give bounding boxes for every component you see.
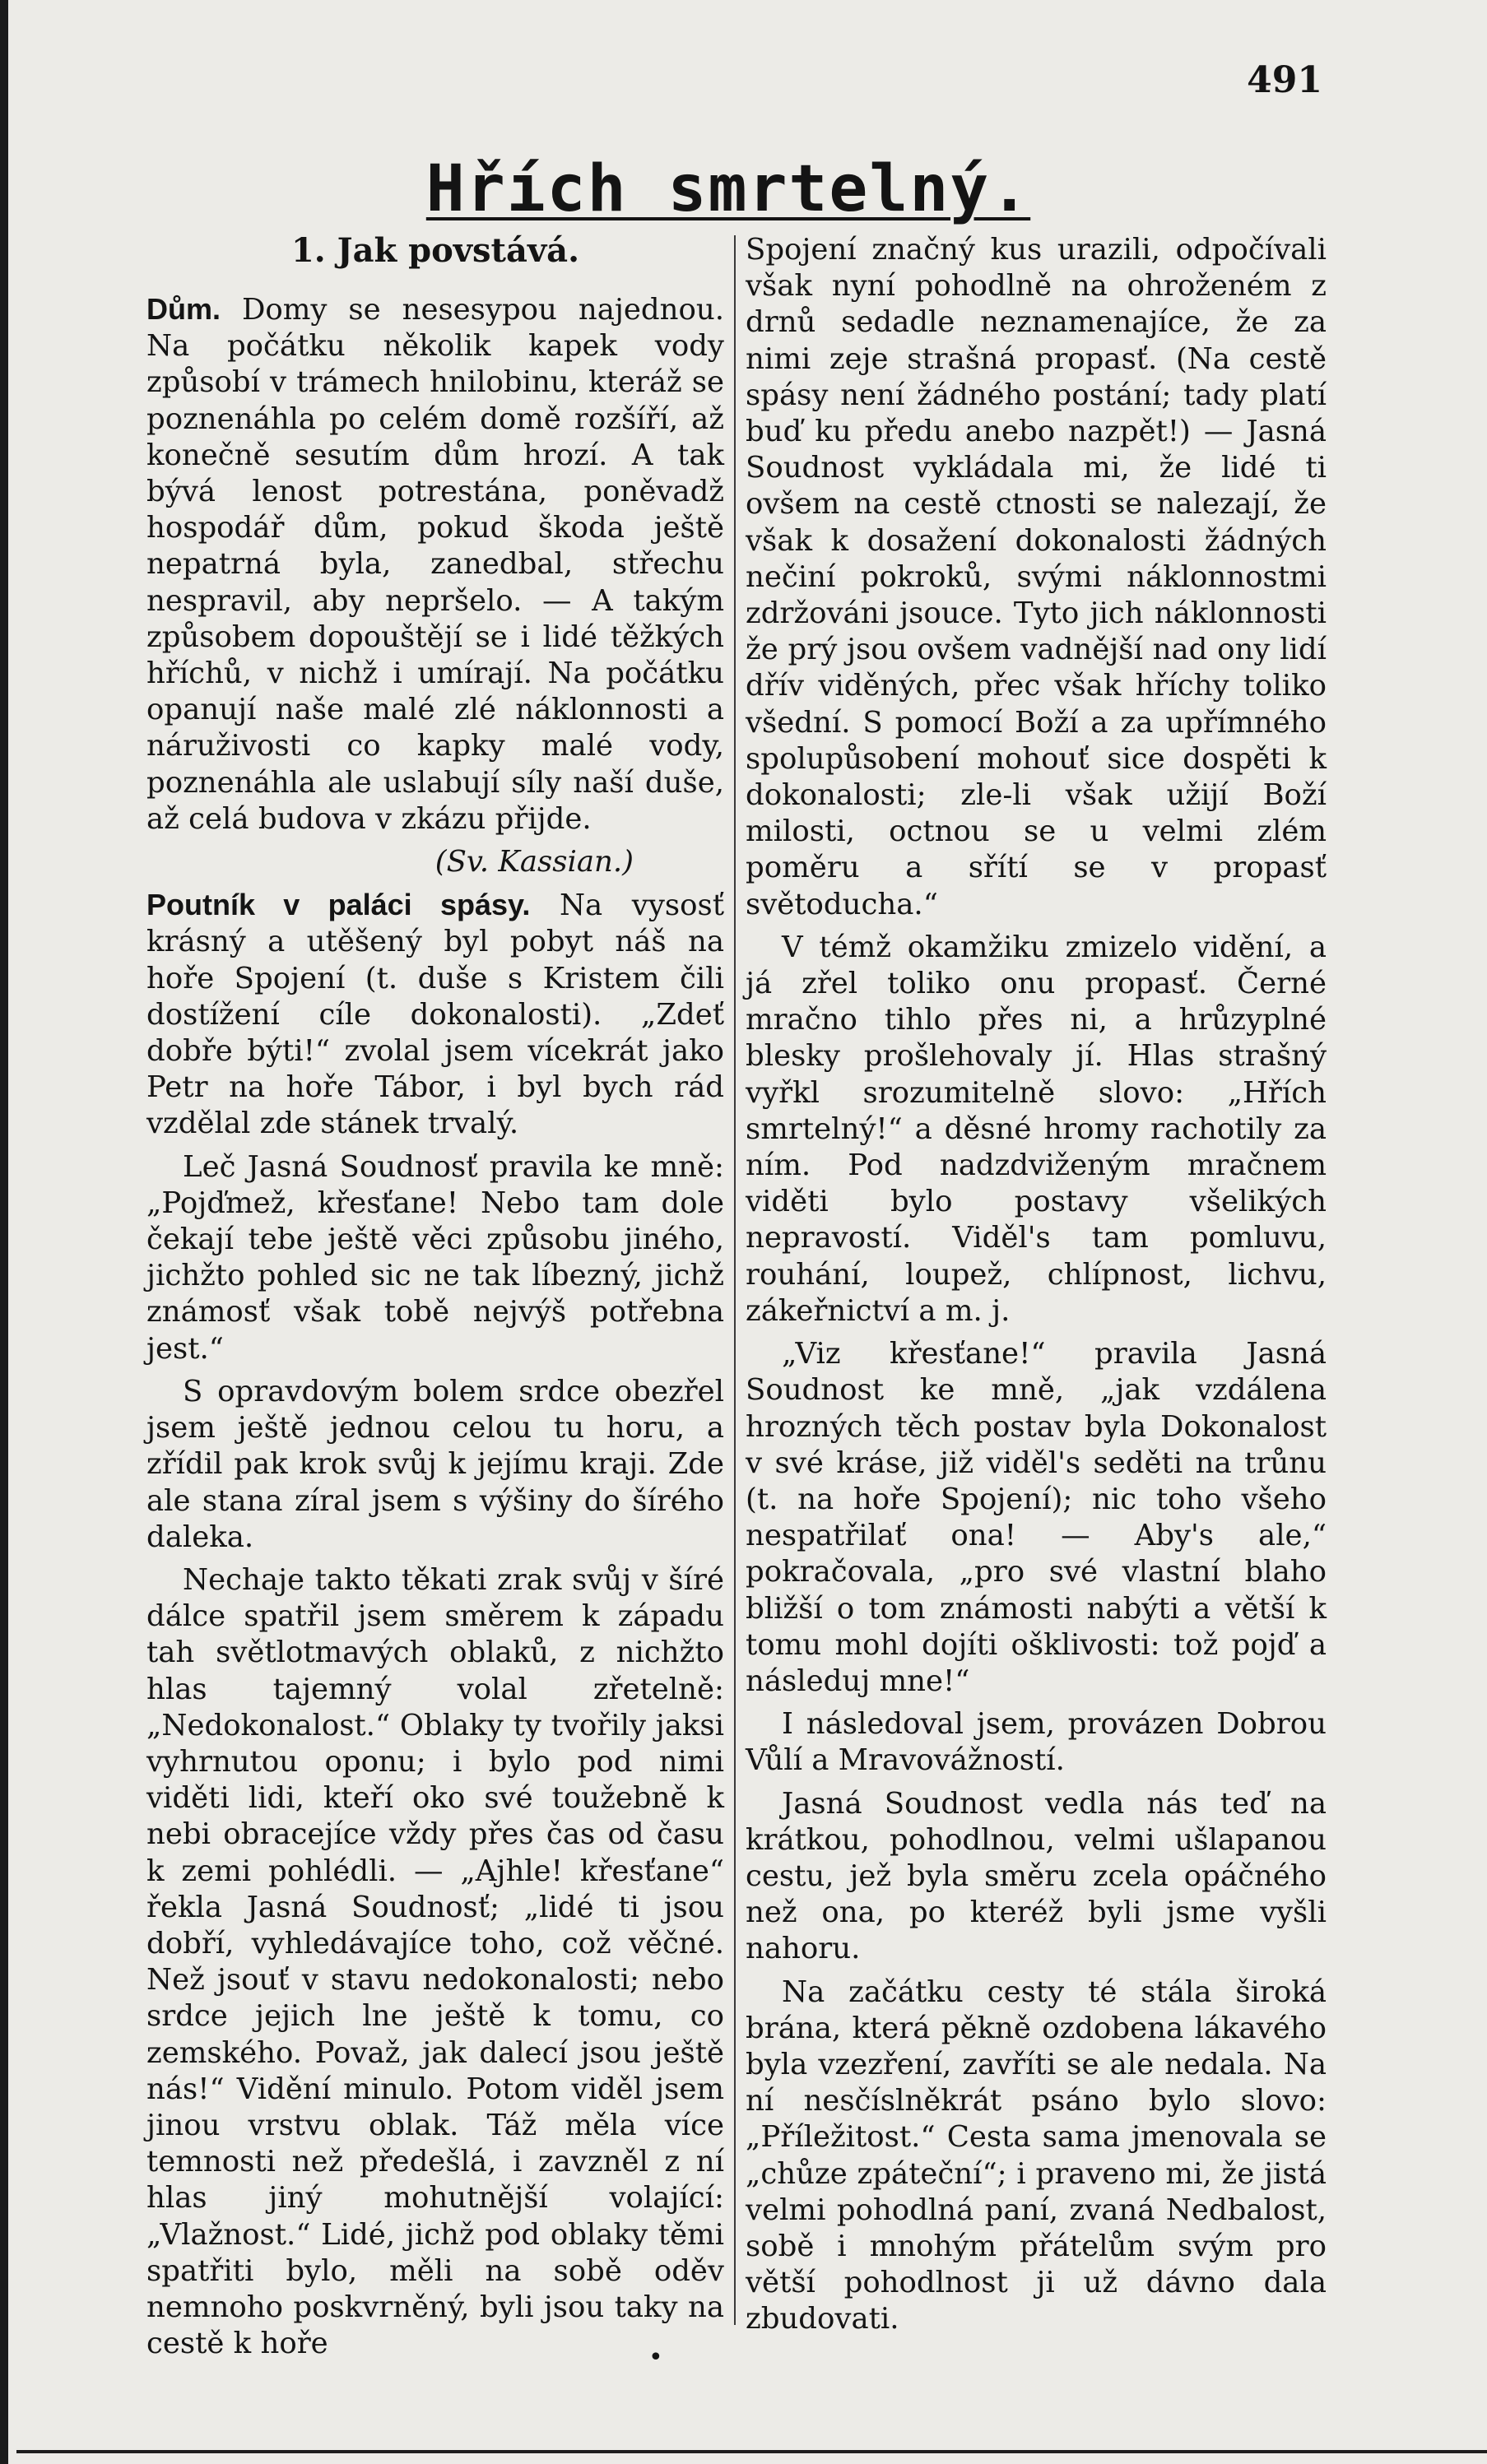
runin-heading-dum: Dům. xyxy=(146,292,221,326)
bottom-rule xyxy=(16,2450,1487,2453)
paragraph: V témž okamžiku zmizelo vidění, a já zřel toliko onu propasť. Černé mračno tihlo přes ni, a hrůzyplné blesky prošlehovaly jí. Hlas strašný vyřkl srozumitelně slovo: „Hřích smrtelný!“ a děsné hromy rachotily za ním. Pod nadzdviženým mračnem viděti bylo postavy všelikých nepravostí. Viděl's tam pomluvu, rouhání, loupež, chlípnost, lichvu, zákeřnictví a m. j. xyxy=(746,930,1327,1328)
paragraph: I následoval jsem, provázen Dobrou Vůlí a Mravovážností. xyxy=(746,1707,1327,1778)
page-mark: • xyxy=(648,2343,663,2372)
page-number: 491 xyxy=(1247,59,1322,101)
column-divider xyxy=(734,235,736,2325)
attribution: (Sv. Kassian.) xyxy=(434,845,634,879)
paragraph: Nechaje takto těkati zrak svůj v šíré dálce spatřil jsem směrem k západu tah světlotmavých oblaků, z nichžto hlas tajemný volal zřetelně: „Nedokonalost.“ Oblaky ty tvořily jaksi vyhrnutou oponu; i bylo pod nimi viděti lidi, kteří oko své toužebně k nebi obracejíce vždy přes čas od času k zemi pohlédli. — „Ajhle! křesťane“ řekla Jasná Soudnosť; „lidé ti jsou dobří, vyhledávajíce toho, což věčné. Než jsouť v stavu nedokonalosti; nebo srdce jejich lne ještě k tomu, co zemského. Považ, jak dalecí jsou ještě nás!“ Vidění minulo. Potom viděl jsem jinou vrstvu oblak. Táž měla více temnosti než předešlá, i zavzněl z ní hlas jiný mohutnější volající: „Vlažnost.“ Lidé, jichž pod oblaky těmi spatřiti bylo, měli na sobě oděv nemnoho poskvrněný, byli jsou taky na cestě k hoře xyxy=(146,1562,724,2361)
section-heading: 1. Jak povstává. xyxy=(290,231,580,270)
paragraph: Leč Jasná Soudnosť pravila ke mně: „Pojďmež, křesťane! Nebo tam dole čekají tebe ještě věci způsobu jiného, jichžto pohled sic ne tak líbezný, jichž známosť však tobě nejvýš potřebna jest.“ xyxy=(146,1149,724,1366)
paragraph-text: Domy se nesesypou najednou. Na počátku několik kapek vody způsobí v trámech hnilobinu, kteráž se poznenáhla po celém domě rozšíří, až konečně sesutím dům hrozí. A tak bývá lenost potrestána, poněvadž hospodář dům, pokud škoda ještě nepatrná byla, zanedbal, střechu nespravil, aby nepršelo. — A takým způsobem dopouštějí se i lidé těžkých hříchů, v nichž i umírají. Na počátku opanují naše malé zlé náklonnosti a náruživosti co kapky malé vody, poznenáhla ale uslabují síly naší duše, až celá budova v zkázu přijde. xyxy=(146,293,724,836)
paragraph: Na začátku cesty té stála široká brána, která pěkně ozdobena lákavého byla vzezření, zavříti se ale nedala. Na ní nesčíslněkrát psáno bylo slovo: „Příležitost.“ Cesta sama jmenovala se „chůze zpáteční“; i praveno mi, že jistá velmi pohodlná paní, zvaná Nedbalost, sobě i mnohým přátelům svým pro větší pohodlnost ji už dávno dala zbudovati. xyxy=(746,1974,1327,2336)
page-title: Hřích smrtelný. xyxy=(425,152,1031,226)
paragraph-text: Na vysosť krásný a utěšený byl pobyt náš na hoře Spojení (t. duše s Kristem čili dostížení cíle dokonalosti). „Zdeť dobře býti!“ zvolal jsem vícekrát jako Petr na hoře Tábor, i byl bych rád vzdělal zde stánek trvalý. xyxy=(146,889,724,1141)
paragraph-poutnik xyxy=(146,887,724,1142)
paragraph: Spojení značný kus urazili, odpočívali však nyní pohodlně na ohroženém z drnů sedadle neznamenajíce, že za nimi zeje strašná propasť. (Na cestě spásy není žádného postání; tady platí buď ku předu anebo nazpět!) — Jasná Soudnost vykládala mi, že lidé ti ovšem na cestě ctnosti se nalezají, že však k dosažení dokonalosti žádných nečiní pokroků, svými náklonnostmi zdržováni jsouce. Tyto jich náklonnosti že prý jsou ovšem vadnější nad ony lidí dřív viděných, přec však hříchy toliko všední. S pomocí Boží a za upřímného spolupůsobení mohouť sice dospěti k dokonalosti; zle-li však užijí Boží milosti, octnou se u velmi zlém poměru a sřítí se v propasť světoducha.“ xyxy=(746,233,1327,921)
left-column xyxy=(146,229,724,2369)
paragraph: „Viz křesťane!“ pravila Jasná Soudnost ke mně, „jak vzdálena hrozných těch postav byla Dokonalost v své kráse, již viděl's seděti na trůnu (t. na hoře Spojení); nic toho všeho nespatřilať ona! — Aby's ale,“ pokračovala, „pro své vlastní blaho bližší o tom známosti nabýti a větší k tomu mohl dojíti ošklivosti: tož pojď a následuj mne!“ xyxy=(746,1337,1327,1698)
paragraph: Jasná Soudnost vedla nás teď na krátkou, pohodlnou, velmi ušlapanou cestu, jež byla směru zcela opáčného než ona, po kteréž byli jsme vyšli nahoru. xyxy=(746,1786,1327,1966)
runin-heading-poutnik: Poutník v paláci spásy. xyxy=(146,888,531,922)
paragraph: S opravdovým bolem srdce obezřel jsem ještě jednou celou tu horu, a zřídil pak krok svůj k jejímu kraji. Zde ale stana zíral jsem s výšiny do šírého daleka. xyxy=(146,1374,724,1554)
paragraph-dum xyxy=(146,291,724,838)
right-column xyxy=(746,232,1327,2345)
